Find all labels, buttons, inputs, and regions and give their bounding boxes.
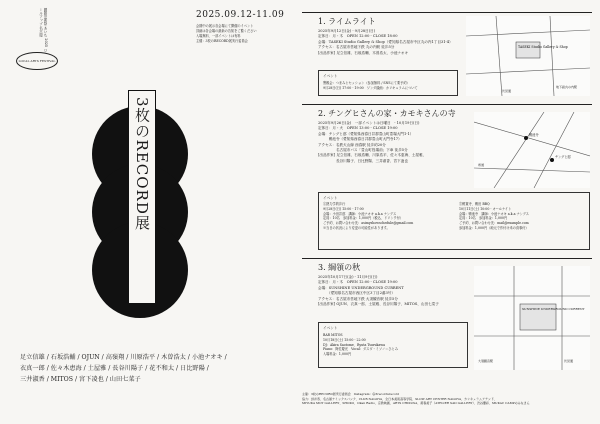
- date-end: 11.09: [256, 10, 285, 20]
- map-label: TASEKI Studio Gallery & Shop: [518, 45, 568, 49]
- section-line: 会場：SUNSHINE UNDERGROUND CURRENT: [318, 285, 404, 290]
- event-line: ご予約、お問い合わせ先：mail@example.com: [459, 221, 529, 226]
- event-line: 会場：小田井邸 講師：小池ナオキ a.k.a ナンデス: [323, 211, 397, 216]
- event-column-2: [459, 202, 587, 231]
- date-start: 2025.09.12: [196, 10, 253, 20]
- event-line: ※当日の状況により変更の可能性があります。: [323, 225, 390, 230]
- section-title: 1. ライムライト: [318, 17, 376, 26]
- footer-credits: [302, 392, 592, 406]
- section-title: 2. チングヒさんの家・カモキさんの寺: [318, 109, 456, 118]
- event-label: イベント: [323, 74, 338, 78]
- section-line: 長谷川陽子、日比野陽、三井淑香、宮下凌也: [318, 158, 408, 163]
- info-line: 主催：3枚のRECORD展実行委員会: [196, 39, 248, 43]
- event-line: 会場：鴨池寺 講師：小池ナオキ a.k.a ナンデス: [459, 211, 529, 216]
- event-line: 入場料金：1,000円: [323, 352, 352, 357]
- map-label: 鴨池寺: [529, 133, 539, 137]
- section-line: 2025年10月17日(金) - 11月9日(日): [318, 275, 378, 279]
- map-label: 伏見通: [502, 89, 512, 93]
- event-line: DJ：Akira Saotome、Ryuta Tsurukawa: [323, 342, 386, 347]
- event-line: 9月28日(日) 17:00 - 19:00 ワンダ録画：カリキュラムについて: [323, 85, 418, 90]
- section-line: 2025年9月12日(金) - 9月28日(日): [318, 29, 376, 33]
- map-1: [466, 16, 590, 96]
- artist-line: 衣真一郎 / 佐々木恵海 / 土屋雅 / 長谷川陽子 / 花不和太 / 日比野陽 /: [20, 365, 209, 372]
- section-line: [出品作家] 足立信雄、石坂浩輔、木曽浩太、小池ナオキ: [318, 50, 409, 55]
- event-line: ②鴨寛寺、鴨田 BBQ: [459, 202, 490, 206]
- map-3-svg: [474, 266, 590, 370]
- divider: [302, 258, 592, 259]
- divider: [302, 12, 592, 13]
- exhibition-title: 3枚のRECORD展: [133, 97, 151, 231]
- section-line: [出品作家] OJUN、衣真一郎、土屋雅、長谷川陽子、MITOS、山田七菜子: [318, 302, 439, 307]
- map-2: [474, 112, 590, 188]
- logo-seal-text: 國際芸術祭 あいち 2025 ロールアップ 名古屋: [39, 8, 48, 52]
- section-line: アクセス：名古屋市営地下鉄 丸の内駅 徒歩5分: [318, 45, 395, 50]
- event-line: 10月11日(土) 10:00 - オールナイト: [459, 206, 512, 211]
- venue-section-1: [318, 16, 458, 56]
- artist-line: 三井淑香 / MITOS / 宮下凌也 / 山田七菜子: [20, 376, 141, 383]
- festival-logo: [16, 8, 58, 72]
- title-box: [128, 90, 156, 304]
- event-line: ご予約、お問い合わせ先：asimyshowschedule@gmail.com: [323, 221, 414, 226]
- info-line: 会期中の展示各会場にて開催のイベント: [196, 24, 254, 28]
- info-line: 詳細は各会場の最新の告知をご覧ください: [196, 29, 257, 33]
- section-line: （愛知県名古屋市西区中区3丁目2番3号）: [318, 291, 395, 296]
- section-title: 3. 綱領の秋: [318, 263, 361, 272]
- map-2-svg: [474, 112, 590, 188]
- event-box-3: [318, 322, 468, 368]
- section-line: 定休日：月・火 OPEN 13:00 - CLOSE 19:00: [318, 126, 398, 131]
- section-line: 定休日：月・木 OPEN 12:00 - CLOSE 18:00: [318, 34, 398, 39]
- header-info: [196, 24, 296, 44]
- map-label: SUNSHINE UNDERGROUND CURRENT: [522, 307, 585, 311]
- event-box-1: [318, 70, 458, 96]
- divider: [302, 104, 592, 105]
- event-line: 懇親会：つまみとセッション（参加無料 / SNSにて要予約）: [323, 81, 410, 85]
- event-box-2: [318, 192, 590, 250]
- section-line: 会場：チングヒ邸（愛知県西春日井郡豊山町豊場大門1-1）: [318, 131, 414, 136]
- event-line: 参加料金：1,000円（地元で作付け米の食事付）: [459, 225, 529, 230]
- logo-ring: LOCAL ARTS FESTIVAL: [16, 52, 58, 70]
- event-label: イベント: [323, 196, 338, 200]
- section-line: アクセス：名古屋市営地下鉄 大須観音駅 徒歩5分: [318, 296, 398, 301]
- map-label: 地下鉄丸の内駅: [556, 85, 578, 89]
- map-3: [474, 266, 590, 370]
- section-line: 名古屋市バス「豊山町役場前」下車 徒歩5分: [318, 148, 408, 153]
- event-column-1: [323, 202, 453, 231]
- event-line: BAR MITOS: [323, 333, 343, 337]
- event-line: ①熱力学的歩行: [323, 202, 346, 206]
- map-label: 大須観音駅: [478, 359, 494, 363]
- event-line: 9月28日(日) 15:00 - 17:00: [323, 206, 364, 211]
- section-line: アクセス：名鉄犬山線 西春駅 徒歩約20分: [318, 142, 386, 147]
- footer-line: MIYUKA MOT GALLERY、SHOKO、Okan Radio、宗教映画、ARTS CHIKUSA、黄春美子（ATELIER SAD GALLERY）、渋谷慶彩、MUKAC CAMPのみなさん: [302, 401, 530, 406]
- event-line: 定員：10名 参加料金：1,000円（税込、ドリンク付）: [323, 216, 404, 221]
- footer-line: 主催：3枚のRECORD展実行委員会 Instagram：@3recordsrecord: [302, 392, 399, 396]
- footer-line: 協力：評井寿、名古屋ナミックスパンク、CLUB NAGOYA、全日本美術高等学院、SLOW ART CENTER NAGOYA、カリキュラムアテンド、: [302, 396, 497, 401]
- info-line: 入場無料、一部イベントは有料: [196, 34, 241, 38]
- section-line: 会場：TASEKI Studio Gallery & Shop（愛知県名古屋市中区丸の内1丁目31-4）: [318, 39, 453, 44]
- exhibition-dates: [196, 10, 284, 20]
- section-line: 2025年9月26日(金) 一部イベントは日曜日 - 10月19日(日): [318, 121, 420, 125]
- artist-list: [20, 352, 290, 385]
- artist-line: 足立信雄 / 石坂浩輔 / OJUN / 高嶺翔 / 川原浩平 / 木曽浩太 / 小池ナオキ /: [20, 354, 227, 361]
- event-line: 定員：10名 参加料金：1,000円: [459, 216, 508, 221]
- venue-section-2: [318, 108, 468, 164]
- map-label: 県道: [478, 163, 485, 167]
- event-label: イベント: [323, 326, 338, 330]
- event-line: Piano：阿佐慶光 Vocal：ダスダ・ミソノ＝ひとみ: [323, 347, 398, 352]
- section-line: 鴨池寺（愛知県西春日井郡豊山町大門寺17）: [318, 137, 402, 142]
- map-label: 伏見通: [564, 359, 574, 363]
- section-line: [出品作家] 足立信雄、石坂浩輔、川原浩平、佐々木恵海、土屋雅、: [318, 153, 427, 158]
- event-line: 10月18日(土) 15:00 - 22:00: [323, 337, 366, 342]
- venue-section-3: [318, 262, 468, 307]
- date-separator: -: [252, 10, 257, 20]
- map-1-svg: [466, 16, 590, 96]
- map-label: チングヒ邸: [555, 155, 571, 159]
- section-line: 定休日：月・木 OPEN 12:00 - CLOSE 19:00: [318, 280, 398, 285]
